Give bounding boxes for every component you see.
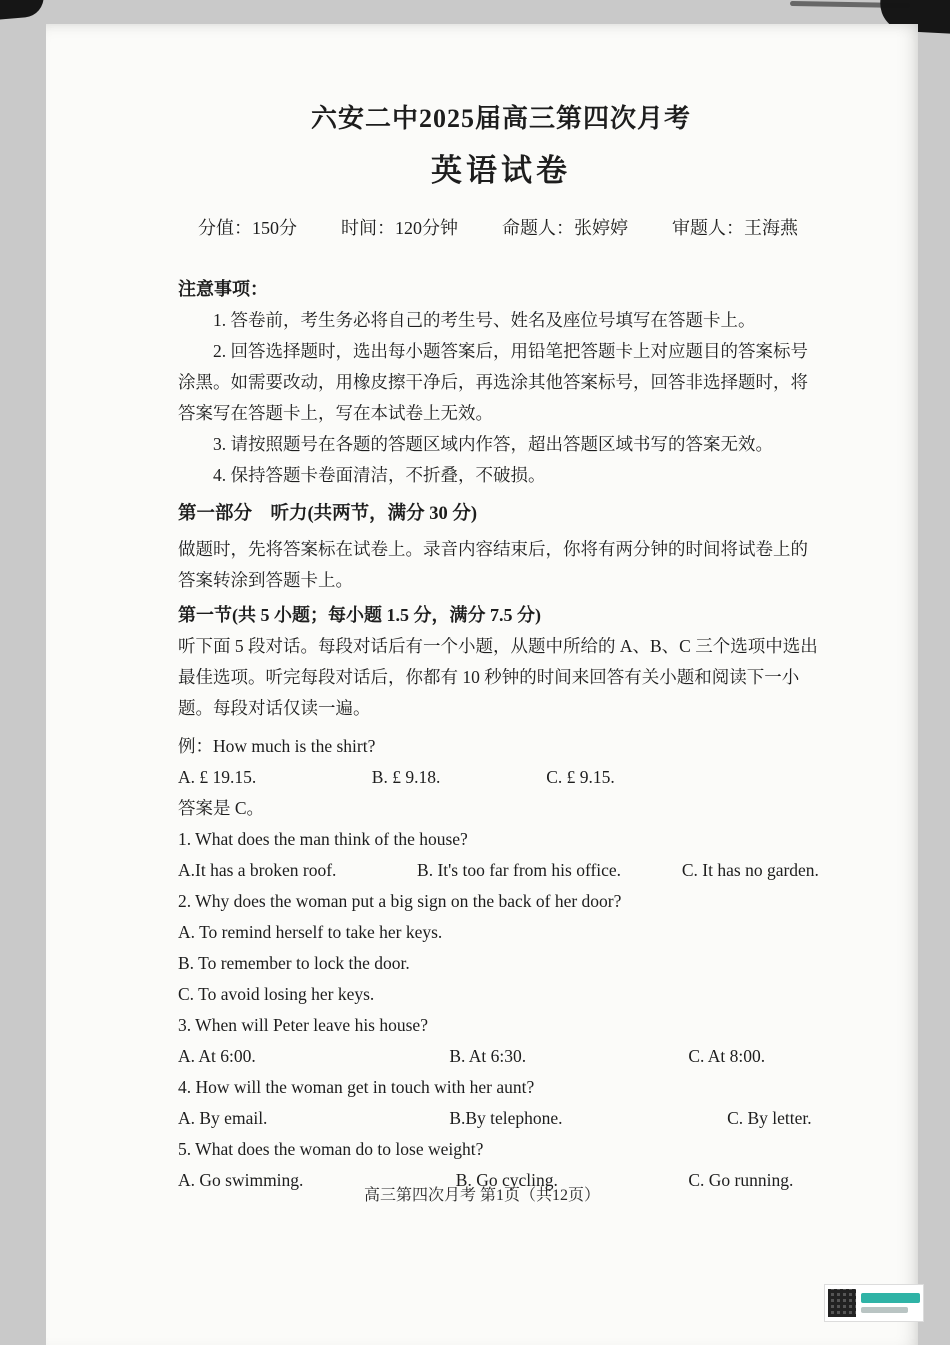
question-1-text: 1. What does the man think of the house? [178, 829, 468, 849]
scan-artifact-top-left [0, 0, 45, 20]
exam-meta-row [178, 214, 824, 240]
question-3-options-row [178, 1041, 824, 1072]
notice-item-2: 2. 回答选择题时，选出每小题答案后，用铅笔把答题卡上对应题目的答案标号涂黑。如需要改动，用橡皮擦干净后，再选涂其他答案标号，回答非选择题时，将答案写在答题卡上，写在本试卷上无效。 [178, 341, 808, 423]
question-3-option-c: C. At 8:00. [688, 1046, 766, 1066]
notice-item-4: 4. 保持答题卡卷面清洁，不折叠，不破损。 [213, 465, 546, 485]
question-4-text: 4. How will the woman get in touch with her aunt? [178, 1077, 535, 1097]
question-4-options-row [178, 1103, 824, 1134]
example-answer: 答案是 C。 [178, 798, 265, 818]
section1-heading: 第一节(共 5 小题；每小题 1.5 分，满分 7.5 分) [178, 605, 541, 625]
exam-paper-page [46, 24, 918, 1345]
section1-intro: 听下面 5 段对话。每段对话后有一个小题，从题中所给的 A、B、C 三个选项中选出最佳选项。听完每段对话后，你都有 10 秒钟的时间来回答有关小题和阅读下一小题。每段对话仅读一遍。 [178, 636, 818, 718]
question-5-text: 5. What does the woman do to lose weight? [178, 1139, 484, 1159]
exam-subtitle: 英语试卷 [431, 153, 571, 188]
qr-code-icon [828, 1289, 856, 1317]
question-3-text: 3. When will Peter leave his house? [178, 1015, 428, 1035]
question-1-option-a: A.It has a broken roof. [178, 860, 337, 880]
question-4-option-a: A. By email. [178, 1108, 268, 1128]
question-1-option-b: B. It's too far from his office. [417, 860, 622, 880]
publisher-watermark [824, 1284, 924, 1322]
example-option-b: B. £ 9.18. [371, 767, 441, 787]
scan-artifact-top-edge [790, 1, 910, 8]
question-5-option-b: B. Go cycling. [455, 1170, 558, 1190]
question-2-text: 2. Why does the woman put a big sign on the back of her door? [178, 891, 622, 911]
meta-score: 分值：150分 [198, 218, 297, 238]
question-1-option-c: C. It has no garden. [681, 860, 819, 880]
question-1-options-row [178, 855, 824, 886]
meta-proposer: 命题人：张婷婷 [502, 218, 628, 238]
question-4-option-b: B.By telephone. [449, 1108, 563, 1128]
question-3-option-a: A. At 6:00. [178, 1046, 256, 1066]
example-options-row [178, 762, 824, 793]
example-question: 例：How much is the shirt? [178, 736, 376, 756]
part1-heading: 第一部分 听力(共两节，满分 30 分) [178, 504, 478, 524]
watermark-text-lines [861, 1293, 920, 1313]
part1-intro: 做题时，先将答案标在试卷上。录音内容结束后，你将有两分钟的时间将试卷上的答案转涂到答题卡上。 [178, 539, 808, 590]
question-5-option-c: C. Go running. [688, 1170, 794, 1190]
example-option-a: A. £ 19.15. [178, 767, 257, 787]
meta-time: 时间：120分钟 [341, 218, 458, 238]
meta-reviewer: 审题人：王海燕 [672, 218, 798, 238]
notice-item-3: 3. 请按照题号在各题的答题区域内作答，超出答题区域书写的答案无效。 [213, 434, 773, 454]
exam-title: 六安二中2025届高三第四次月考 [310, 104, 691, 133]
notice-heading: 注意事项： [178, 279, 268, 299]
question-4-option-c: C. By letter. [727, 1108, 812, 1128]
watermark-line-primary [861, 1293, 920, 1303]
question-3-option-b: B. At 6:30. [449, 1046, 527, 1066]
page-footer: 高三第四次月考 第1页（共12页） [363, 1187, 600, 1204]
watermark-line-secondary [861, 1307, 908, 1313]
question-2-option-b: B. To remember to lock the door. [178, 953, 410, 973]
example-option-c: C. £ 9.15. [546, 767, 615, 787]
question-5-option-a: A. Go swimming. [178, 1170, 304, 1190]
question-2-option-a: A. To remind herself to take her keys. [178, 922, 443, 942]
question-2-option-c: C. To avoid losing her keys. [178, 984, 375, 1004]
notice-item-1: 1. 答卷前，考生务必将自己的考生号、姓名及座位号填写在答题卡上。 [213, 310, 756, 330]
